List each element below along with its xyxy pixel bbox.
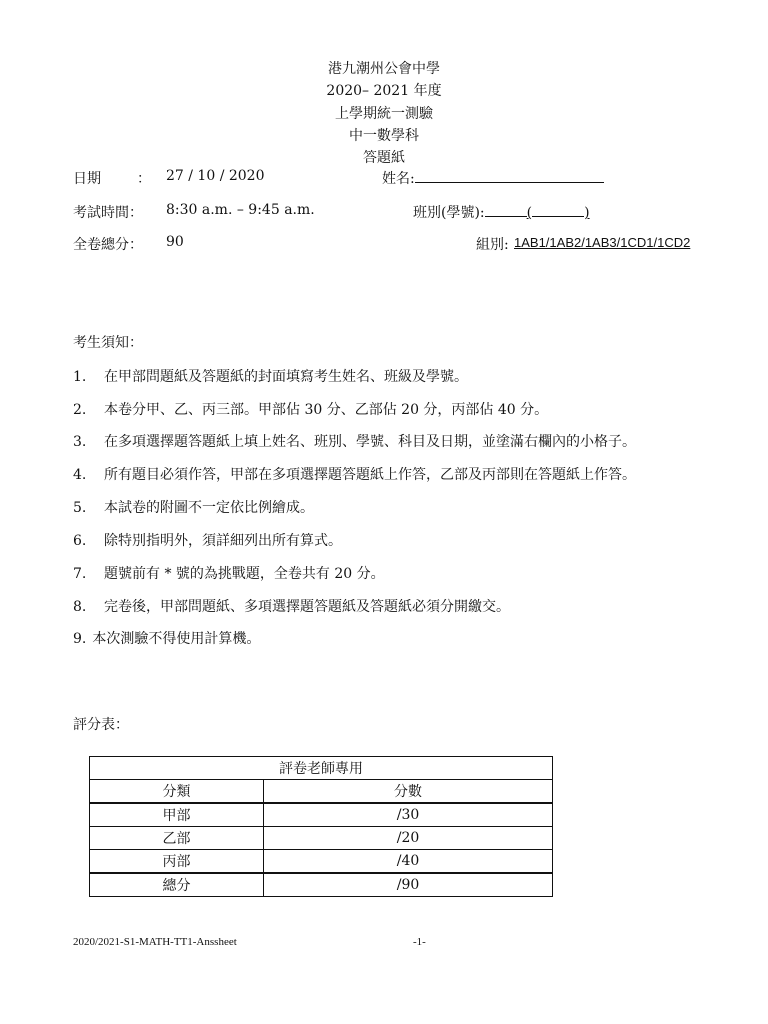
- instruction-item: 4. 所有題目必須作答，甲部在多項選擇題答題紙上作答，乙部及丙部則在答題紙上作答。: [73, 467, 636, 483]
- class-blank: [485, 202, 527, 217]
- class-paren-close: ): [584, 205, 590, 221]
- row-category: 甲部: [90, 803, 264, 827]
- time-label: 考試時間：: [73, 205, 143, 221]
- group-value: 1AB1/1AB2/1AB3/1CD1/1CD2: [514, 235, 691, 250]
- row-score: /20: [264, 827, 553, 850]
- column-header-score: 分數: [264, 780, 553, 804]
- instruction-item: 1. 在甲部問題紙及答題紙的封面填寫考生姓名、班級及學號。: [73, 369, 468, 385]
- date-value: 27 / 10 / 2020: [166, 168, 265, 184]
- instruction-item: 7. 題號前有 * 號的為挑戰題，全卷共有 20 分。: [73, 566, 385, 582]
- instruction-item: 6. 除特別指明外，須詳細列出所有算式。: [73, 533, 342, 549]
- instructions-title: 考生須知：: [73, 335, 143, 351]
- score-section-title: 評分表：: [73, 717, 129, 733]
- table-row: [90, 803, 553, 827]
- class-paren-open: (: [526, 205, 533, 221]
- row-category: 丙部: [90, 850, 264, 874]
- column-header-category: 分類: [90, 780, 264, 804]
- school-year: 2020– 2021 年度: [326, 83, 442, 99]
- table-row: [90, 850, 553, 874]
- name-blank: [415, 168, 604, 183]
- footer-code: 2020/2021-S1-MATH-TT1-Anssheet: [73, 936, 237, 948]
- row-score: /40: [264, 850, 553, 874]
- number-blank: [532, 202, 584, 217]
- instruction-item: 3. 在多項選擇題答題紙上填上姓名、班別、學號、科目及日期，並塗滿右欄內的小格子。: [73, 434, 636, 450]
- subject-title: 中一數學科: [349, 128, 419, 144]
- name-label: 姓名:: [382, 171, 415, 187]
- score-table: [89, 756, 553, 897]
- row-category: 乙部: [90, 827, 264, 850]
- exam-title: 上學期統一測驗: [335, 106, 433, 122]
- date-colon: ：: [137, 171, 151, 187]
- score-table-caption: 評卷老師專用: [90, 757, 553, 780]
- date-label: 日期: [73, 171, 101, 187]
- time-value: 8:30 a.m. – 9:45 a.m.: [166, 202, 315, 218]
- class-label: 班別(學號):: [413, 205, 485, 221]
- class-field[interactable]: [413, 202, 590, 222]
- row-score: /90: [264, 873, 553, 897]
- row-category: 總分: [90, 873, 264, 897]
- table-row: [90, 873, 553, 897]
- total-label: 全卷總分：: [73, 237, 143, 253]
- table-row: [90, 827, 553, 850]
- total-value: 90: [166, 234, 184, 250]
- instruction-item: 2. 本卷分甲、乙、丙三部。甲部佔 30 分、乙部佔 20 分，丙部佔 40 分。: [73, 402, 549, 418]
- page-number: -1-: [413, 936, 426, 948]
- instruction-item: 9. 本次測驗不得使用計算機。: [73, 631, 261, 647]
- school-name: 港九潮州公會中學: [328, 61, 440, 77]
- group-label: 組別:: [476, 237, 509, 253]
- name-field[interactable]: [382, 168, 604, 188]
- paper-title: 答題紙: [363, 150, 405, 166]
- row-score: /30: [264, 803, 553, 827]
- instruction-item: 5. 本試卷的附圖不一定依比例繪成。: [73, 500, 314, 516]
- instruction-item: 8. 完卷後，甲部問題紙、多項選擇題答題紙及答題紙必須分開繳交。: [73, 599, 510, 615]
